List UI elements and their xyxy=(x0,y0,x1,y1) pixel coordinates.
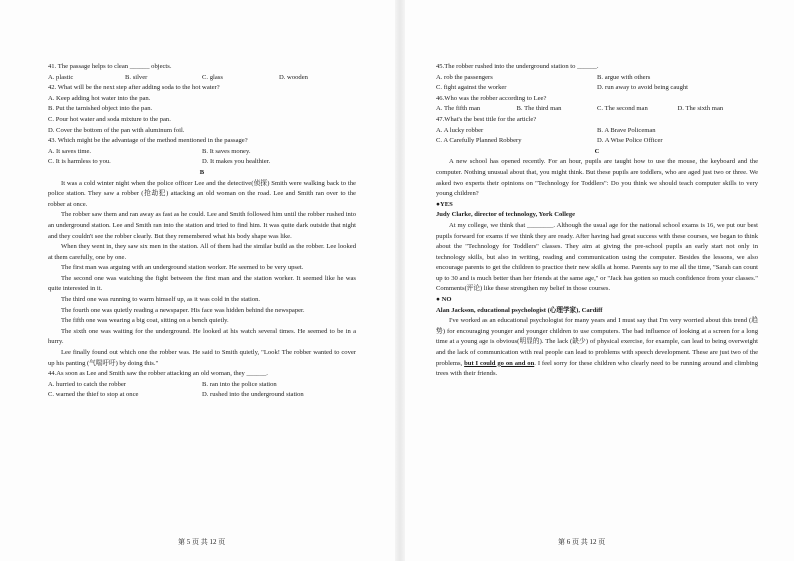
left-column xyxy=(48,62,356,401)
option-44d: D. rushed into the underground station xyxy=(202,391,304,399)
options-44-row2 xyxy=(48,390,356,401)
no-paragraph xyxy=(436,316,758,380)
no-author: Alan Jackson, educational psychologist (心理学家), Cardiff xyxy=(436,306,603,314)
question-42: 42. What will be the next step after adding soda to the hot water? xyxy=(48,84,220,92)
option-44a: A. hurried to catch the robber xyxy=(48,380,126,388)
option-43b: B. It saves money. xyxy=(202,147,251,155)
right-page-footer: 第 6 页 共 12 页 xyxy=(558,538,606,546)
option-47b: B. A Brave Policeman xyxy=(597,126,656,134)
option-45a: A. rob the passengers xyxy=(436,73,493,81)
option-44b: B. ran into the police station xyxy=(202,380,277,388)
option-46a: A. The fifth man xyxy=(436,105,481,113)
section-c-heading: C xyxy=(594,147,600,155)
option-42b: B. Put the tarnished object into the pan. xyxy=(48,105,153,113)
option-46b: B. The third man xyxy=(516,105,562,113)
passage-b-p5: The second one was watching the fight between the first man and the station worker. It seemed like he was quite interested in it. xyxy=(48,274,356,293)
question-45: 45.The robber rushed into the underground station to ______. xyxy=(436,63,599,70)
option-42a: A. Keep adding hot water into the pan. xyxy=(48,94,151,102)
question-47: 47.What's the best title for the article? xyxy=(436,115,537,123)
question-46: 46.Who was the robber according to Lee? xyxy=(436,94,547,102)
options-45-row2 xyxy=(436,83,758,94)
yes-heading: ●YES xyxy=(436,200,453,208)
passage-b-p3: When they went in, they saw six men in the station. All of them had the similar build as the robber. Lee looked at them carefully, one by one. xyxy=(48,243,356,261)
passage-b-p1: It was a cold winter night when the police officer Lee and the detective(侦探) Smith were walking back to the police station. They saw a robber (抢劫犯) attacking an old woman on the road. Lee and Smith ran over to the robber at once. xyxy=(48,179,356,208)
option-41a: A. plastic xyxy=(48,73,74,81)
option-47c: C. A Carefully Planned Robbery xyxy=(436,137,522,145)
options-44-row1 xyxy=(48,380,356,391)
options-43-row1 xyxy=(48,147,356,158)
option-45c: C. fight against the worker xyxy=(436,84,507,92)
passage-b-p4: The first man was arguing with an underground station worker. He seemed to be very upset. xyxy=(61,264,304,272)
yes-paragraph: At my college, we think that ________. Although the usual age for the national school exams is 16, we put our best pupils forward for exams if we think they are ready. After having had great success with these courses, we began to think about the "Technology for Toddlers" classes. They aim at giving the pre-school pupils an early start not only in technology skills, but also in writing, reading and communication using the computer. Besides the lessons, we also encourage parents to get the children to practice their new skills at home. Parents say to me all the time, "Sarah can count up to 30 and is much better than her friends at the same age," or "Jack has gotten so much confidence from your classes." Comments(评论) like these strengthen my belief in those courses. xyxy=(436,221,758,293)
option-47a: A. A lucky robber xyxy=(436,126,484,134)
option-43d: D. It makes you healthier. xyxy=(202,158,271,166)
passage-b-p7: The fourth one was quietly reading a newspaper. His face was hidden behind the newspaper. xyxy=(61,306,305,314)
section-b-heading: B xyxy=(199,168,205,176)
option-46d: D. The sixth man xyxy=(677,105,724,113)
options-43-row2 xyxy=(48,157,356,168)
options-41 xyxy=(48,73,356,84)
options-45-row1 xyxy=(436,73,758,84)
option-41c: C. glass xyxy=(202,73,223,81)
options-46 xyxy=(436,104,758,115)
question-44: 44.As soon as Lee and Smith saw the robber attacking an old woman, they ______. xyxy=(48,370,268,378)
left-page-footer: 第 5 页 共 12 页 xyxy=(178,538,226,546)
option-42d: D. Cover the bottom of the pan with aluminum foil. xyxy=(48,126,185,134)
passage-b-p8: The fifth one was wearing a big coat, sitting on a bench quietly. xyxy=(61,317,229,325)
option-45b: B. argue with others xyxy=(597,73,651,81)
option-43c: C. It is harmless to you. xyxy=(48,158,111,166)
yes-author: Judy Clarke, director of technology, York College xyxy=(436,211,576,219)
question-41: 41. The passage helps to clean ______ objects. xyxy=(48,63,172,70)
option-41b: B. silver xyxy=(125,73,148,81)
no-paragraph-text: I've worked as an educational psychologist for many years and I must say that I'm very worried about this trend (趋势) for encouraging younger and younger children to use computers. The bad influence of looking at a screen for a long time at a young age is obvious(明显的). The lack (缺少) of physical exercise, for example, can lead to being overweight and the lack of communication with real people can lead to problems with speech development. These are just two of the problems, xyxy=(436,317,758,367)
options-47-row2 xyxy=(436,136,758,147)
passage-b-p6: The third one was running to warm himself up, as it was cold in the station. xyxy=(61,296,261,304)
option-43a: A. It saves time. xyxy=(48,147,92,155)
question-43: 43. Which might be the advantage of the method mentioned in the passage? xyxy=(48,137,248,145)
right-column xyxy=(436,62,758,380)
option-42c: C. Pour hot water and soda mixture to the pan. xyxy=(48,115,171,123)
passage-c-intro: A new school has opened recently. For an hour, pupils are taught how to use the mouse, the keyboard and the computer. Nothing unusual about that, you might think. But these pupils are toddlers, who are aged just two or three. We asked two experts their opinions on "Technology for Toddlers": Do you think we should teach computer skills to very young children? xyxy=(436,158,758,198)
option-45d: D. run away to avoid being caught xyxy=(597,84,689,92)
no-paragraph-end: . I feel sorry for these children who clearly need to be running around and climbing trees with their friends. xyxy=(436,359,758,378)
option-44c: C. warned the thief to stop at once xyxy=(48,391,139,399)
underlined-phrase: but I could go on and on xyxy=(464,359,535,367)
passage-b-p10: Lee finally found out which one the robber was. He said to Smith quietly, "Look! The robber wanted to cover up his panting (气喘吁吁) by doing this." xyxy=(48,349,356,367)
option-46c: C. The second man xyxy=(597,105,648,113)
option-47d: D. A Wise Police Officer xyxy=(597,137,663,145)
right-page xyxy=(400,0,794,561)
passage-b-p2: The robber saw them and ran away as fast as he could. Lee and Smith followed him until the robber rushed into an underground station. Lee and Smith ran into the station and tried to find him. It was quite dark outside that night and they couldn't see the robber clearly. But they remembered what his body shape was like. xyxy=(48,211,356,240)
no-heading: ● NO xyxy=(436,296,452,304)
option-41d: D. wooden xyxy=(279,73,308,81)
options-47-row1 xyxy=(436,126,758,137)
passage-b-p9: The sixth one was waiting for the underground. He looked at his watch several times. He seemed to be in a hurry. xyxy=(48,327,356,346)
